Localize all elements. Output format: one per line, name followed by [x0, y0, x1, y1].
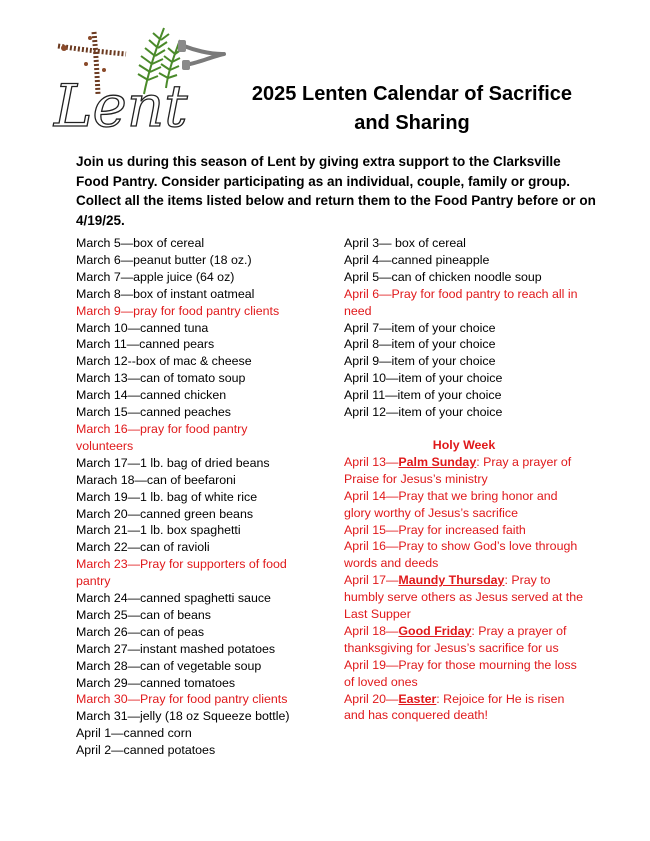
page-title [226, 80, 598, 138]
holy-week-item-date: April 19—Pray for those mourning the loss of loved ones [344, 657, 577, 689]
calendar-item: March 25—can of beans [76, 607, 211, 622]
calendar-item: April 10—item of your choice [344, 371, 503, 386]
calendar-item: March 12--box of mac & cheese [76, 354, 252, 369]
holy-week-item [344, 522, 584, 539]
holy-week-item-date: April 20— [344, 691, 399, 706]
prayer-item: March 23—Pray for supporters of food pantry [76, 557, 287, 589]
calendar-item: April 12—item of your choice [344, 405, 503, 420]
calendar-item: March 29—canned tomatoes [76, 675, 236, 690]
calendar-item: March 8—box of instant oatmeal [76, 286, 255, 301]
holy-week-item-prayer: : Pray a prayer of Praise for Jesus’s ministry [344, 454, 572, 486]
holy-week-item [344, 691, 584, 725]
intro-paragraph: Join us during this season of Lent by giving extra support to the Clarksville Food Pantry. Consider participating as an individual, couple, family or group. Collect all the items listed below and return them to the Food Pantry before or on 4/19/25. [76, 154, 596, 228]
nails-icon [178, 40, 224, 70]
prayer-item: March 30—Pray for food pantry clients [76, 692, 288, 707]
calendar-item: April 7—item of your choice [344, 320, 496, 335]
calendar-item: March 5—box of cereal [76, 236, 205, 250]
prayer-item: March 16—pray for food pantry volunteers [76, 421, 248, 453]
calendar-item: April 3— box of cereal [344, 236, 466, 250]
prayer-item: March 9—pray for food pantry clients [76, 303, 280, 318]
calendar-item: April 9—item of your choice [344, 354, 496, 369]
calendar-item: March 28—can of vegetable soup [76, 658, 262, 673]
calendar-item: April 1—canned corn [76, 726, 192, 741]
holy-week-item-prayer: : Pray a prayer of thanksgiving for Jesus’s sacrifice for us [344, 623, 567, 655]
calendar-item: March 20—canned green beans [76, 506, 254, 521]
holy-week-item [344, 454, 584, 488]
calendar-item: March 24—canned spaghetti sauce [76, 591, 271, 606]
holy-week-item [344, 623, 584, 657]
title-line-2: and Sharing [354, 112, 470, 134]
calendar-item: April 11—item of your choice [344, 388, 502, 403]
holy-week-item-date: April 13— [344, 454, 399, 469]
prayer-item: April 6—Pray for food pantry to reach all in need [344, 286, 578, 318]
holy-day-name: Easter [398, 691, 437, 706]
left-column [76, 235, 308, 759]
calendar-item: March 15—canned peaches [76, 405, 231, 420]
calendar-item: April 5—can of chicken noodle soup [344, 269, 542, 284]
calendar-item: March 6—peanut butter (18 oz.) [76, 252, 252, 267]
holy-week-item-date: April 14—Pray that we bring honor and glory worthy of Jesus’s sacrifice [344, 488, 558, 520]
holy-week-item-prayer: : Pray to humbly serve others as Jesus served at the Last Supper [344, 573, 583, 622]
holy-day-name: Palm Sunday [398, 454, 477, 469]
calendar-item: March 21—1 lb. box spaghetti [76, 523, 241, 538]
calendar-item: March 14—canned chicken [76, 388, 227, 403]
calendar-item: April 4—canned pineapple [344, 252, 490, 267]
holy-week-item [344, 572, 584, 623]
holy-day-name: Good Friday [398, 623, 472, 638]
calendar-item: March 26—can of peas [76, 624, 205, 639]
calendar-item: April 8—item of your choice [344, 337, 496, 352]
calendar-item: March 31—jelly (18 oz Squeeze bottle) [76, 709, 290, 724]
calendar-item: March 27—instant mashed potatoes [76, 641, 276, 656]
holy-week-item [344, 538, 584, 572]
title-line-1: 2025 Lenten Calendar of Sacrifice [251, 83, 573, 105]
holy-day-name: Maundy Thursday [398, 573, 505, 588]
right-column [344, 235, 584, 724]
calendar-item: March 22—can of ravioli [76, 540, 210, 555]
holy-week-item [344, 657, 584, 691]
holy-week-list [344, 454, 584, 725]
calendar-item: March 13—can of tomato soup [76, 371, 246, 386]
calendar-item: April 2—canned potatoes [76, 743, 216, 758]
right-column-list [344, 235, 584, 421]
holy-week-item [344, 488, 584, 522]
calendar-item: March 11—canned pears [76, 337, 215, 352]
calendar-item: Marach 18—can of beefaroni [76, 472, 236, 487]
calendar-item: March 10—canned tuna [76, 320, 209, 335]
lent-logo [44, 24, 244, 136]
holy-week-item-prayer: : Rejoice for He is risen and has conquered death! [344, 691, 565, 723]
holy-week-item-date: April 15—Pray for increased faith [344, 522, 526, 537]
holy-week-item-date: April 17— [344, 573, 399, 588]
holy-week-item-date: April 16—Pray to show God’s love through words and deeds [344, 539, 578, 571]
calendar-item: March 7—apple juice (64 oz) [76, 269, 235, 284]
calendar-item: March 19—1 lb. bag of white rice [76, 489, 258, 504]
holy-week-item-date: April 18— [344, 623, 399, 638]
lent-logo-text: Lent [54, 72, 188, 136]
holy-week-heading: Holy Week [432, 437, 496, 452]
calendar-item: March 17—1 lb. bag of dried beans [76, 455, 270, 470]
